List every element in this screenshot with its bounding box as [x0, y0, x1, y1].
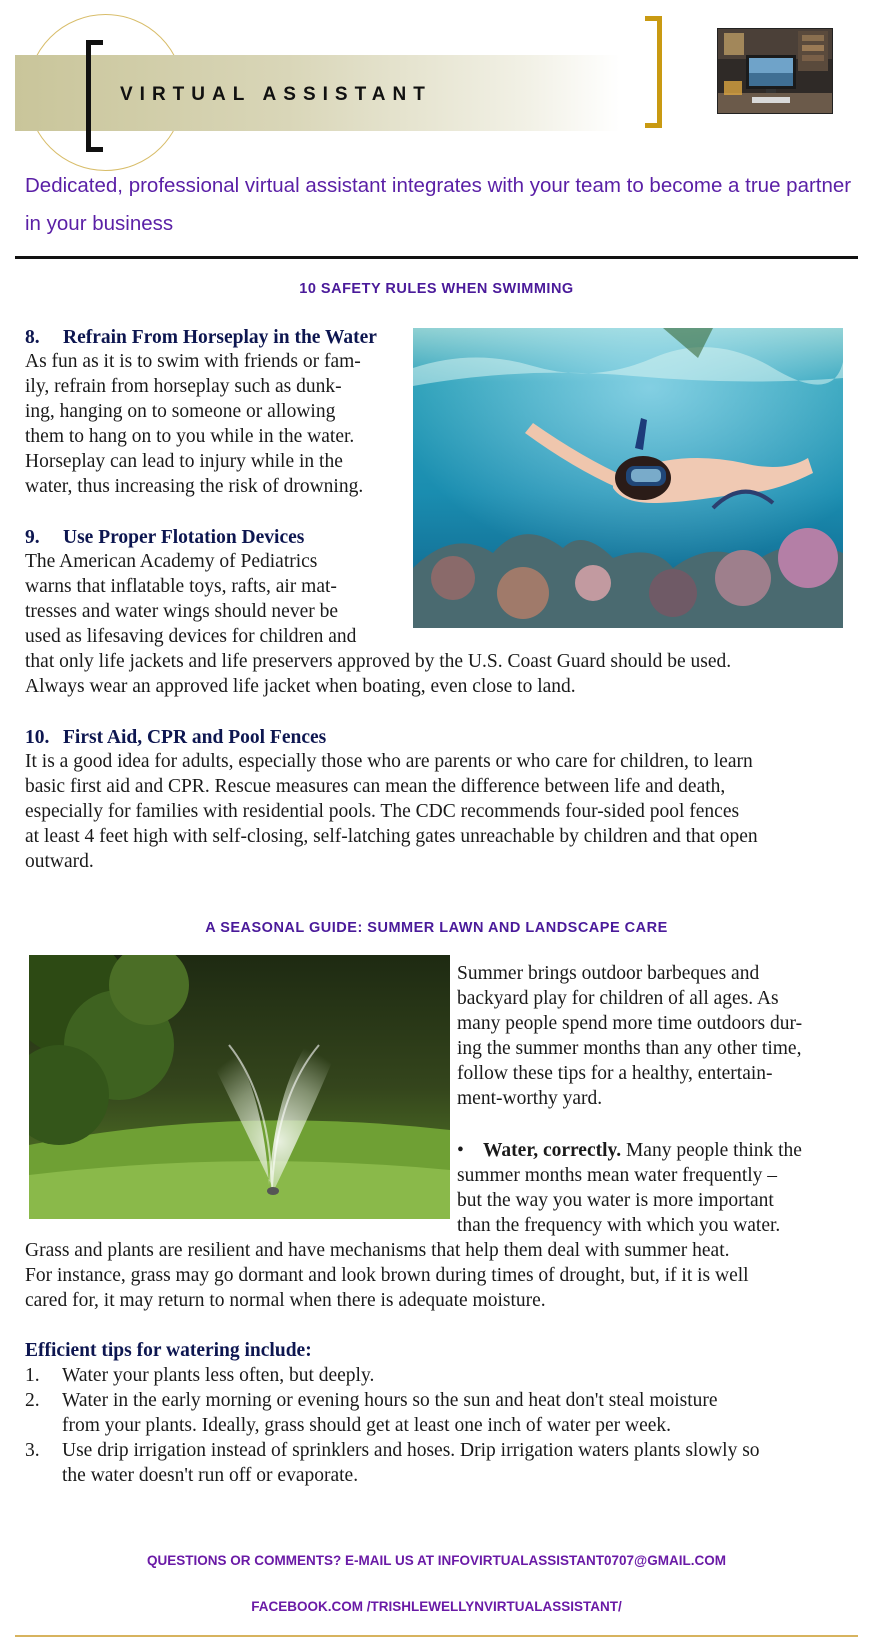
rule-10-line: It is a good idea for adults, especially those who are parents or who care for children, to learn	[25, 751, 753, 772]
rule-9-line: warns that inflatable toys, rafts, air mat-	[25, 576, 337, 597]
rule-10-line: especially for families with residential pools. The CDC recommends four-sided pool fences	[25, 801, 740, 822]
lawn-intro-line: ing the summer months than any other time,	[457, 1038, 802, 1059]
rule-10-block	[25, 727, 758, 874]
rule-10-line: basic first aid and CPR. Rescue measures can mean the difference between life and death,	[25, 776, 726, 797]
list-item	[25, 1438, 855, 1488]
water-line: than the frequency with which you water.	[457, 1215, 781, 1236]
rule-8-number: 8.	[25, 327, 40, 348]
water-line: For instance, grass may go dormant and look brown during times of drought, but, if it is well	[25, 1265, 749, 1286]
rule-9-line: used as lifesaving devices for children and	[25, 626, 357, 647]
water-correctly-first-line	[457, 1138, 802, 1163]
lawn-intro-line: follow these tips for a healthy, entertain-	[457, 1063, 773, 1084]
rule-8-title: Refrain From Horseplay in the Water	[63, 327, 377, 348]
newsletter-title: VIRTUAL ASSISTANT	[120, 84, 432, 105]
rule-8-line: As fun as it is to swim with friends or fam-	[25, 351, 361, 372]
water-correctly-title: Water, correctly.	[483, 1140, 622, 1161]
rule-10-heading	[25, 727, 758, 749]
water-line: summer months mean water frequently –	[457, 1165, 778, 1186]
rule-9-body	[25, 549, 731, 699]
rule-10-line: outward.	[25, 851, 94, 872]
list-item	[25, 1363, 855, 1388]
right-bracket-decoration	[645, 16, 662, 128]
lawn-sprinkler-photo	[29, 955, 450, 1219]
list-item-text: Water in the early morning or evening hours so the sun and heat don't steal moisture	[62, 1390, 718, 1411]
rule-9-block	[25, 527, 731, 699]
rule-8-line: water, thus increasing the risk of drowning.	[25, 476, 364, 497]
rule-10-line: at least 4 feet high with self-closing, self-latching gates unreachable by children and that open	[25, 826, 758, 847]
left-bracket-decoration	[86, 40, 103, 152]
water-correctly-wrap	[457, 1163, 780, 1238]
list-item-number: 3.	[25, 1440, 40, 1461]
lawn-intro-line: ment-worthy yard.	[457, 1088, 603, 1109]
lawn-intro	[457, 961, 802, 1111]
rule-9-line: The American Academy of Pediatrics	[25, 551, 318, 572]
watering-tips-title: Efficient tips for watering include:	[25, 1340, 312, 1361]
water-line: Grass and plants are resilient and have mechanisms that help them deal with summer heat.	[25, 1240, 730, 1261]
rule-9-line: Always wear an approved life jacket when boating, even close to land.	[25, 676, 576, 697]
rule-8-line: ily, refrain from horseplay such as dunk-	[25, 376, 342, 397]
list-item-text: from your plants. Ideally, grass should get at least one inch of water per week.	[62, 1415, 672, 1436]
rule-9-heading	[25, 527, 731, 549]
rule-9-line: tresses and water wings should never be	[25, 601, 338, 622]
tagline: Dedicated, professional virtual assistant integrates with your team to become a true partner in your business	[25, 174, 852, 235]
water-correctly-full	[25, 1238, 749, 1313]
rule-9-title: Use Proper Flotation Devices	[63, 527, 305, 548]
rule-8-line: them to hang on to you while in the water.	[25, 426, 355, 447]
watering-tips-list	[25, 1363, 855, 1488]
watering-tips	[25, 1338, 855, 1488]
water-line: but the way you water is more important	[457, 1190, 774, 1211]
header-divider	[15, 256, 858, 259]
water-line: cared for, it may return to normal when there is adequate moisture.	[25, 1290, 546, 1311]
swimming-section-title: 10 SAFETY RULES WHEN SWIMMING	[299, 281, 574, 297]
list-item-text: Water your plants less often, but deeply.	[62, 1365, 375, 1386]
water-correctly-first: Many people think the	[625, 1140, 802, 1161]
list-item-text: Use drip irrigation instead of sprinklers and hoses. Drip irrigation waters plants slowly so	[62, 1440, 760, 1461]
lawn-intro-line: Summer brings outdoor barbeques and	[457, 963, 760, 984]
list-item-number: 1.	[25, 1365, 40, 1386]
lawn-intro-line: many people spend more time outdoors dur-	[457, 1013, 803, 1034]
rule-8-block	[25, 327, 377, 499]
rule-10-title: First Aid, CPR and Pool Fences	[63, 727, 327, 748]
facebook-link[interactable]: FACEBOOK.COM /TRISHLEWELLYNVIRTUALASSISTANT/	[251, 1599, 622, 1614]
rule-8-line: ing, hanging on to someone or allowing	[25, 401, 336, 422]
list-item-text: the water doesn't run off or evaporate.	[62, 1465, 359, 1486]
rule-10-number: 10.	[25, 727, 50, 748]
office-desk-photo	[717, 28, 833, 114]
rule-9-number: 9.	[25, 527, 40, 548]
lawn-section-title: A SEASONAL GUIDE: SUMMER LAWN AND LANDSCAPE CARE	[205, 920, 668, 936]
contact-email-line: QUESTIONS OR COMMENTS? E-MAIL US AT INFOVIRTUALASSISTANT0707@GMAIL.COM	[147, 1553, 726, 1568]
bullet: •	[457, 1140, 464, 1161]
lawn-intro-line: backyard play for children of all ages. As	[457, 988, 779, 1009]
rule-8-body	[25, 349, 377, 499]
list-item	[25, 1388, 855, 1438]
rule-10-body	[25, 749, 758, 874]
rule-9-line: that only life jackets and life preservers approved by the U.S. Coast Guard should be used.	[25, 651, 732, 672]
footer-divider	[15, 1635, 858, 1637]
rule-8-heading	[25, 327, 377, 349]
list-item-number: 2.	[25, 1390, 40, 1411]
rule-8-line: Horseplay can lead to injury while in the	[25, 451, 343, 472]
